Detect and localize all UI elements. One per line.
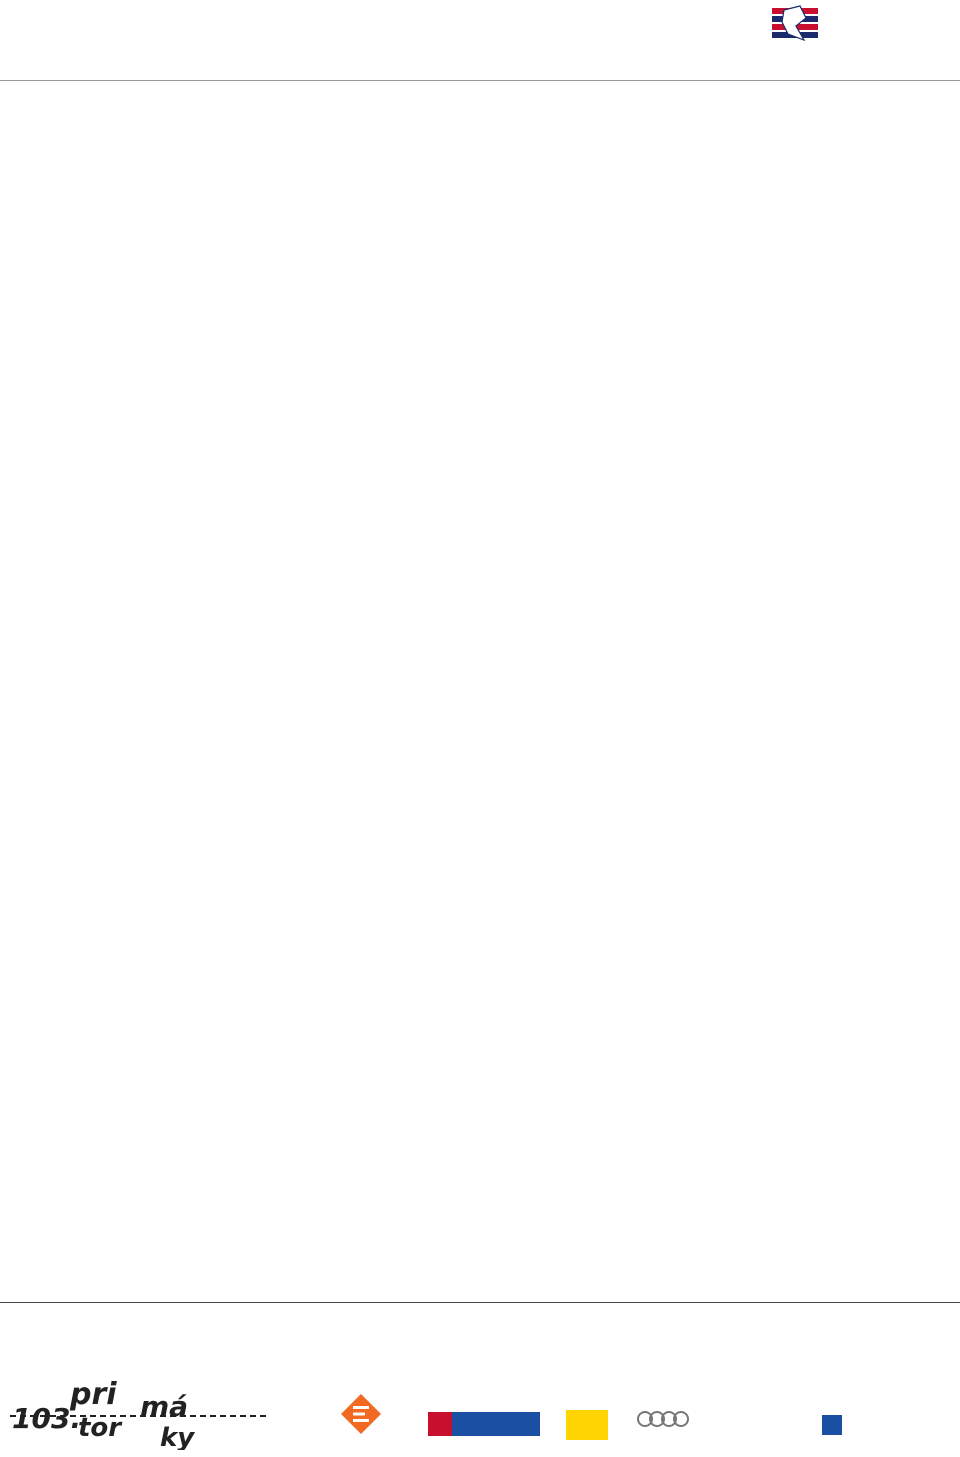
- svg-text:tor: tor: [78, 1413, 122, 1443]
- svg-text:103.: 103.: [12, 1402, 82, 1435]
- ceska-posta-logo: [566, 1410, 608, 1440]
- zp-logo: [822, 1412, 906, 1438]
- cez-logo-icon: [340, 1393, 382, 1435]
- svg-text:pri: pri: [70, 1380, 117, 1412]
- evropske-mesto-text: [452, 1412, 540, 1436]
- primatorky-logo: [10, 1380, 280, 1450]
- footer-rule: [0, 1302, 960, 1303]
- svg-text:má: má: [140, 1390, 189, 1423]
- federation-logo: [770, 4, 820, 44]
- evropske-mesto-logo: [428, 1412, 540, 1436]
- audi-logo: [636, 1410, 690, 1440]
- svg-text:ky: ky: [160, 1423, 195, 1450]
